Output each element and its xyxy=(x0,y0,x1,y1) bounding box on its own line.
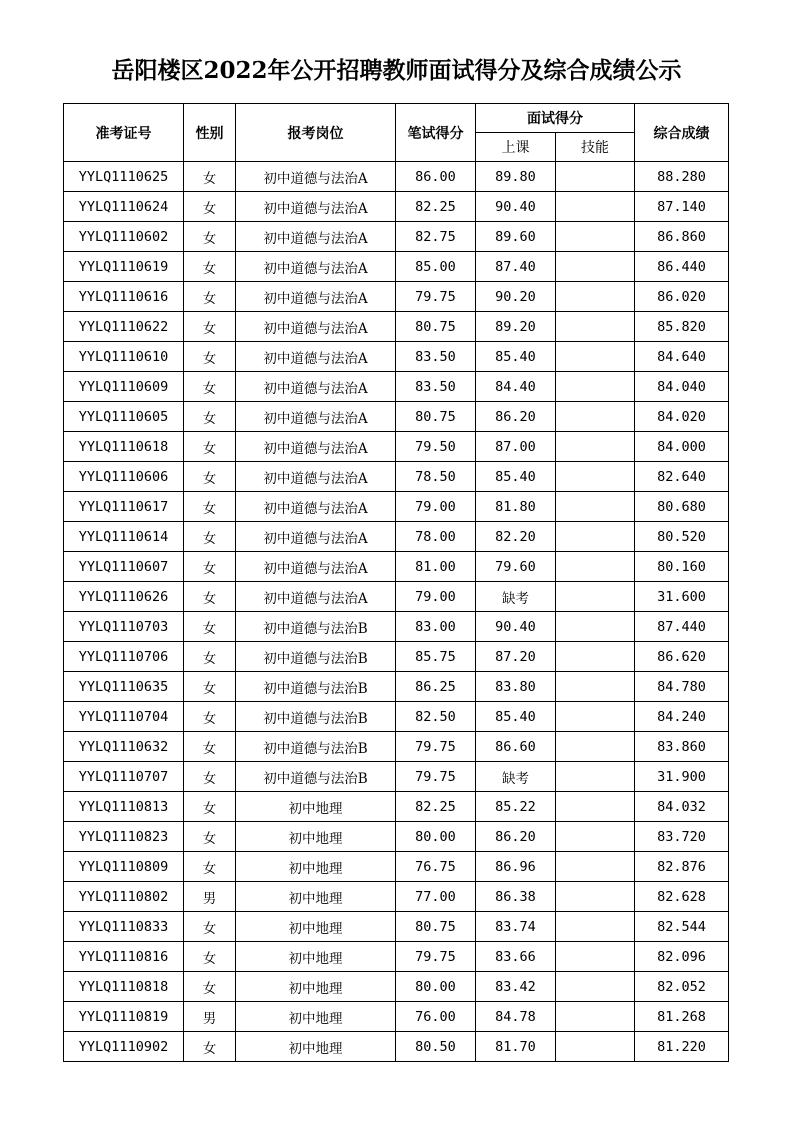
cell-id: YYLQ1110816 xyxy=(64,942,184,972)
cell-position: 初中道德与法治B xyxy=(236,702,396,732)
cell-written-score: 80.00 xyxy=(396,972,476,1002)
cell-gender: 男 xyxy=(184,1002,236,1032)
cell-position: 初中道德与法治A xyxy=(236,582,396,612)
cell-lecture-score: 85.22 xyxy=(476,792,556,822)
cell-id: YYLQ1110809 xyxy=(64,852,184,882)
cell-total-score: 82.628 xyxy=(635,882,729,912)
cell-gender: 女 xyxy=(184,192,236,222)
cell-written-score: 85.00 xyxy=(396,252,476,282)
cell-position: 初中道德与法治A xyxy=(236,552,396,582)
cell-lecture-score: 缺考 xyxy=(476,762,556,792)
table-row xyxy=(64,912,729,942)
page-title: 岳阳楼区2022年公开招聘教师面试得分及综合成绩公示 xyxy=(111,57,682,84)
cell-id: YYLQ1110622 xyxy=(64,312,184,342)
cell-lecture-score: 缺考 xyxy=(476,582,556,612)
cell-skill-score xyxy=(556,942,635,972)
cell-position: 初中地理 xyxy=(236,1032,396,1062)
table-row xyxy=(64,522,729,552)
cell-written-score: 82.25 xyxy=(396,792,476,822)
cell-total-score: 83.720 xyxy=(635,822,729,852)
cell-skill-score xyxy=(556,582,635,612)
cell-position: 初中道德与法治A xyxy=(236,342,396,372)
cell-lecture-score: 83.74 xyxy=(476,912,556,942)
cell-skill-score xyxy=(556,462,635,492)
cell-position: 初中道德与法治B xyxy=(236,612,396,642)
cell-id: YYLQ1110614 xyxy=(64,522,184,552)
cell-skill-score xyxy=(556,312,635,342)
cell-skill-score xyxy=(556,762,635,792)
cell-id: YYLQ1110703 xyxy=(64,612,184,642)
cell-written-score: 80.75 xyxy=(396,312,476,342)
cell-total-score: 83.860 xyxy=(635,732,729,762)
cell-gender: 女 xyxy=(184,792,236,822)
cell-id: YYLQ1110605 xyxy=(64,402,184,432)
table-row xyxy=(64,1002,729,1032)
table-row xyxy=(64,192,729,222)
cell-lecture-score: 89.60 xyxy=(476,222,556,252)
table-row xyxy=(64,762,729,792)
cell-gender: 女 xyxy=(184,522,236,552)
cell-written-score: 81.00 xyxy=(396,552,476,582)
cell-written-score: 86.25 xyxy=(396,672,476,702)
cell-position: 初中道德与法治B xyxy=(236,642,396,672)
table-row xyxy=(64,822,729,852)
cell-id: YYLQ1110606 xyxy=(64,462,184,492)
table-row xyxy=(64,222,729,252)
cell-gender: 女 xyxy=(184,852,236,882)
cell-position: 初中地理 xyxy=(236,912,396,942)
cell-total-score: 82.096 xyxy=(635,942,729,972)
cell-gender: 女 xyxy=(184,972,236,1002)
cell-position: 初中道德与法治A xyxy=(236,462,396,492)
cell-skill-score xyxy=(556,612,635,642)
cell-lecture-score: 86.38 xyxy=(476,882,556,912)
table-row xyxy=(64,732,729,762)
table-row xyxy=(64,492,729,522)
cell-id: YYLQ1110632 xyxy=(64,732,184,762)
cell-written-score: 79.75 xyxy=(396,732,476,762)
cell-skill-score xyxy=(556,492,635,522)
cell-lecture-score: 83.80 xyxy=(476,672,556,702)
cell-id: YYLQ1110704 xyxy=(64,702,184,732)
table-row xyxy=(64,882,729,912)
cell-gender: 女 xyxy=(184,282,236,312)
cell-skill-score xyxy=(556,282,635,312)
results-table xyxy=(63,103,729,1062)
cell-lecture-score: 87.00 xyxy=(476,432,556,462)
cell-id: YYLQ1110818 xyxy=(64,972,184,1002)
cell-gender: 女 xyxy=(184,162,236,192)
cell-written-score: 79.00 xyxy=(396,582,476,612)
cell-written-score: 79.75 xyxy=(396,942,476,972)
cell-total-score: 86.440 xyxy=(635,252,729,282)
cell-lecture-score: 85.40 xyxy=(476,702,556,732)
cell-gender: 女 xyxy=(184,672,236,702)
cell-lecture-score: 86.96 xyxy=(476,852,556,882)
cell-position: 初中道德与法治A xyxy=(236,252,396,282)
cell-total-score: 84.040 xyxy=(635,372,729,402)
header-written: 笔试得分 xyxy=(396,104,476,162)
header-lecture: 上课 xyxy=(476,133,556,162)
cell-gender: 女 xyxy=(184,222,236,252)
cell-position: 初中道德与法治B xyxy=(236,672,396,702)
cell-skill-score xyxy=(556,552,635,582)
cell-id: YYLQ1110619 xyxy=(64,252,184,282)
cell-written-score: 79.75 xyxy=(396,282,476,312)
cell-total-score: 84.780 xyxy=(635,672,729,702)
table-row xyxy=(64,852,729,882)
cell-id: YYLQ1110602 xyxy=(64,222,184,252)
cell-skill-score xyxy=(556,642,635,672)
table-row xyxy=(64,672,729,702)
cell-total-score: 84.032 xyxy=(635,792,729,822)
cell-written-score: 79.00 xyxy=(396,492,476,522)
cell-total-score: 84.240 xyxy=(635,702,729,732)
cell-id: YYLQ1110802 xyxy=(64,882,184,912)
cell-lecture-score: 86.20 xyxy=(476,402,556,432)
cell-written-score: 80.50 xyxy=(396,1032,476,1062)
cell-total-score: 82.052 xyxy=(635,972,729,1002)
cell-lecture-score: 81.80 xyxy=(476,492,556,522)
cell-written-score: 82.25 xyxy=(396,192,476,222)
cell-gender: 女 xyxy=(184,702,236,732)
cell-lecture-score: 87.40 xyxy=(476,252,556,282)
cell-lecture-score: 85.40 xyxy=(476,462,556,492)
table-row xyxy=(64,252,729,282)
table-row xyxy=(64,162,729,192)
cell-gender: 女 xyxy=(184,312,236,342)
cell-id: YYLQ1110833 xyxy=(64,912,184,942)
cell-position: 初中地理 xyxy=(236,852,396,882)
cell-gender: 女 xyxy=(184,432,236,462)
cell-total-score: 84.020 xyxy=(635,402,729,432)
cell-lecture-score: 89.20 xyxy=(476,312,556,342)
table-row xyxy=(64,582,729,612)
cell-id: YYLQ1110607 xyxy=(64,552,184,582)
cell-gender: 女 xyxy=(184,402,236,432)
header-interview: 面试得分 xyxy=(476,104,635,133)
table-body xyxy=(64,162,729,1062)
cell-gender: 女 xyxy=(184,732,236,762)
table-row xyxy=(64,702,729,732)
cell-lecture-score: 87.20 xyxy=(476,642,556,672)
table-row xyxy=(64,942,729,972)
cell-gender: 女 xyxy=(184,762,236,792)
cell-lecture-score: 81.70 xyxy=(476,1032,556,1062)
cell-lecture-score: 90.40 xyxy=(476,192,556,222)
table-row xyxy=(64,432,729,462)
cell-position: 初中道德与法治A xyxy=(236,312,396,342)
table-row xyxy=(64,462,729,492)
cell-total-score: 86.020 xyxy=(635,282,729,312)
cell-total-score: 82.876 xyxy=(635,852,729,882)
cell-written-score: 82.75 xyxy=(396,222,476,252)
cell-gender: 女 xyxy=(184,642,236,672)
header-id: 准考证号 xyxy=(64,104,184,162)
cell-written-score: 77.00 xyxy=(396,882,476,912)
cell-gender: 女 xyxy=(184,582,236,612)
cell-written-score: 85.75 xyxy=(396,642,476,672)
cell-total-score: 86.860 xyxy=(635,222,729,252)
cell-written-score: 83.50 xyxy=(396,342,476,372)
cell-total-score: 81.220 xyxy=(635,1032,729,1062)
cell-written-score: 82.50 xyxy=(396,702,476,732)
cell-total-score: 84.000 xyxy=(635,432,729,462)
cell-skill-score xyxy=(556,252,635,282)
cell-skill-score xyxy=(556,1032,635,1062)
cell-position: 初中道德与法治A xyxy=(236,492,396,522)
table-row xyxy=(64,642,729,672)
cell-total-score: 84.640 xyxy=(635,342,729,372)
table-row xyxy=(64,1032,729,1062)
cell-position: 初中地理 xyxy=(236,972,396,1002)
cell-gender: 女 xyxy=(184,342,236,372)
cell-total-score: 31.600 xyxy=(635,582,729,612)
cell-id: YYLQ1110813 xyxy=(64,792,184,822)
cell-position: 初中地理 xyxy=(236,792,396,822)
cell-skill-score xyxy=(556,822,635,852)
cell-id: YYLQ1110823 xyxy=(64,822,184,852)
table-row xyxy=(64,282,729,312)
cell-skill-score xyxy=(556,432,635,462)
cell-written-score: 78.50 xyxy=(396,462,476,492)
cell-lecture-score: 79.60 xyxy=(476,552,556,582)
table-row xyxy=(64,342,729,372)
cell-lecture-score: 89.80 xyxy=(476,162,556,192)
cell-gender: 女 xyxy=(184,822,236,852)
cell-written-score: 80.75 xyxy=(396,912,476,942)
cell-total-score: 87.440 xyxy=(635,612,729,642)
cell-total-score: 82.544 xyxy=(635,912,729,942)
cell-lecture-score: 86.60 xyxy=(476,732,556,762)
table-row xyxy=(64,612,729,642)
cell-gender: 女 xyxy=(184,252,236,282)
cell-written-score: 80.75 xyxy=(396,402,476,432)
cell-id: YYLQ1110635 xyxy=(64,672,184,702)
cell-skill-score xyxy=(556,792,635,822)
cell-total-score: 82.640 xyxy=(635,462,729,492)
cell-id: YYLQ1110707 xyxy=(64,762,184,792)
cell-lecture-score: 83.66 xyxy=(476,942,556,972)
cell-gender: 女 xyxy=(184,492,236,522)
cell-position: 初中地理 xyxy=(236,1002,396,1032)
cell-lecture-score: 84.78 xyxy=(476,1002,556,1032)
cell-total-score: 80.520 xyxy=(635,522,729,552)
cell-written-score: 76.75 xyxy=(396,852,476,882)
table-row xyxy=(64,372,729,402)
cell-skill-score xyxy=(556,192,635,222)
cell-gender: 女 xyxy=(184,372,236,402)
cell-skill-score xyxy=(556,342,635,372)
cell-written-score: 79.75 xyxy=(396,762,476,792)
cell-position: 初中道德与法治A xyxy=(236,522,396,552)
header-position: 报考岗位 xyxy=(236,104,396,162)
cell-id: YYLQ1110706 xyxy=(64,642,184,672)
cell-id: YYLQ1110610 xyxy=(64,342,184,372)
cell-position: 初中道德与法治B xyxy=(236,762,396,792)
cell-gender: 男 xyxy=(184,882,236,912)
cell-skill-score xyxy=(556,672,635,702)
header-gender: 性别 xyxy=(184,104,236,162)
cell-position: 初中道德与法治A xyxy=(236,162,396,192)
cell-written-score: 86.00 xyxy=(396,162,476,192)
cell-skill-score xyxy=(556,222,635,252)
cell-position: 初中道德与法治A xyxy=(236,402,396,432)
cell-written-score: 76.00 xyxy=(396,1002,476,1032)
cell-id: YYLQ1110819 xyxy=(64,1002,184,1032)
cell-written-score: 79.50 xyxy=(396,432,476,462)
cell-skill-score xyxy=(556,402,635,432)
table-row xyxy=(64,792,729,822)
table-row xyxy=(64,552,729,582)
cell-gender: 女 xyxy=(184,1032,236,1062)
table-row xyxy=(64,972,729,1002)
cell-skill-score xyxy=(556,1002,635,1032)
cell-lecture-score: 84.40 xyxy=(476,372,556,402)
cell-position: 初中道德与法治A xyxy=(236,372,396,402)
cell-written-score: 83.50 xyxy=(396,372,476,402)
cell-id: YYLQ1110625 xyxy=(64,162,184,192)
cell-written-score: 80.00 xyxy=(396,822,476,852)
cell-total-score: 81.268 xyxy=(635,1002,729,1032)
cell-skill-score xyxy=(556,702,635,732)
cell-total-score: 88.280 xyxy=(635,162,729,192)
cell-gender: 女 xyxy=(184,612,236,642)
cell-gender: 女 xyxy=(184,942,236,972)
cell-gender: 女 xyxy=(184,912,236,942)
cell-position: 初中地理 xyxy=(236,882,396,912)
cell-total-score: 80.160 xyxy=(635,552,729,582)
cell-position: 初中道德与法治A xyxy=(236,432,396,462)
table-row xyxy=(64,402,729,432)
cell-position: 初中地理 xyxy=(236,822,396,852)
cell-total-score: 80.680 xyxy=(635,492,729,522)
cell-lecture-score: 90.20 xyxy=(476,282,556,312)
cell-id: YYLQ1110618 xyxy=(64,432,184,462)
cell-position: 初中道德与法治A xyxy=(236,282,396,312)
cell-skill-score xyxy=(556,852,635,882)
cell-id: YYLQ1110902 xyxy=(64,1032,184,1062)
header-skill: 技能 xyxy=(556,133,635,162)
cell-skill-score xyxy=(556,522,635,552)
cell-lecture-score: 85.40 xyxy=(476,342,556,372)
table-header xyxy=(64,104,729,162)
cell-gender: 女 xyxy=(184,462,236,492)
cell-skill-score xyxy=(556,912,635,942)
cell-skill-score xyxy=(556,372,635,402)
cell-total-score: 85.820 xyxy=(635,312,729,342)
cell-id: YYLQ1110617 xyxy=(64,492,184,522)
cell-position: 初中道德与法治A xyxy=(236,192,396,222)
cell-position: 初中道德与法治A xyxy=(236,222,396,252)
cell-gender: 女 xyxy=(184,552,236,582)
cell-lecture-score: 83.42 xyxy=(476,972,556,1002)
cell-lecture-score: 86.20 xyxy=(476,822,556,852)
cell-id: YYLQ1110626 xyxy=(64,582,184,612)
cell-id: YYLQ1110609 xyxy=(64,372,184,402)
cell-id: YYLQ1110616 xyxy=(64,282,184,312)
cell-skill-score xyxy=(556,162,635,192)
header-total: 综合成绩 xyxy=(635,104,729,162)
cell-position: 初中道德与法治B xyxy=(236,732,396,762)
cell-total-score: 31.900 xyxy=(635,762,729,792)
cell-skill-score xyxy=(556,882,635,912)
cell-skill-score xyxy=(556,732,635,762)
cell-written-score: 78.00 xyxy=(396,522,476,552)
cell-skill-score xyxy=(556,972,635,1002)
table-row xyxy=(64,312,729,342)
cell-written-score: 83.00 xyxy=(396,612,476,642)
cell-total-score: 86.620 xyxy=(635,642,729,672)
cell-id: YYLQ1110624 xyxy=(64,192,184,222)
cell-total-score: 87.140 xyxy=(635,192,729,222)
cell-lecture-score: 90.40 xyxy=(476,612,556,642)
cell-position: 初中地理 xyxy=(236,942,396,972)
cell-lecture-score: 82.20 xyxy=(476,522,556,552)
